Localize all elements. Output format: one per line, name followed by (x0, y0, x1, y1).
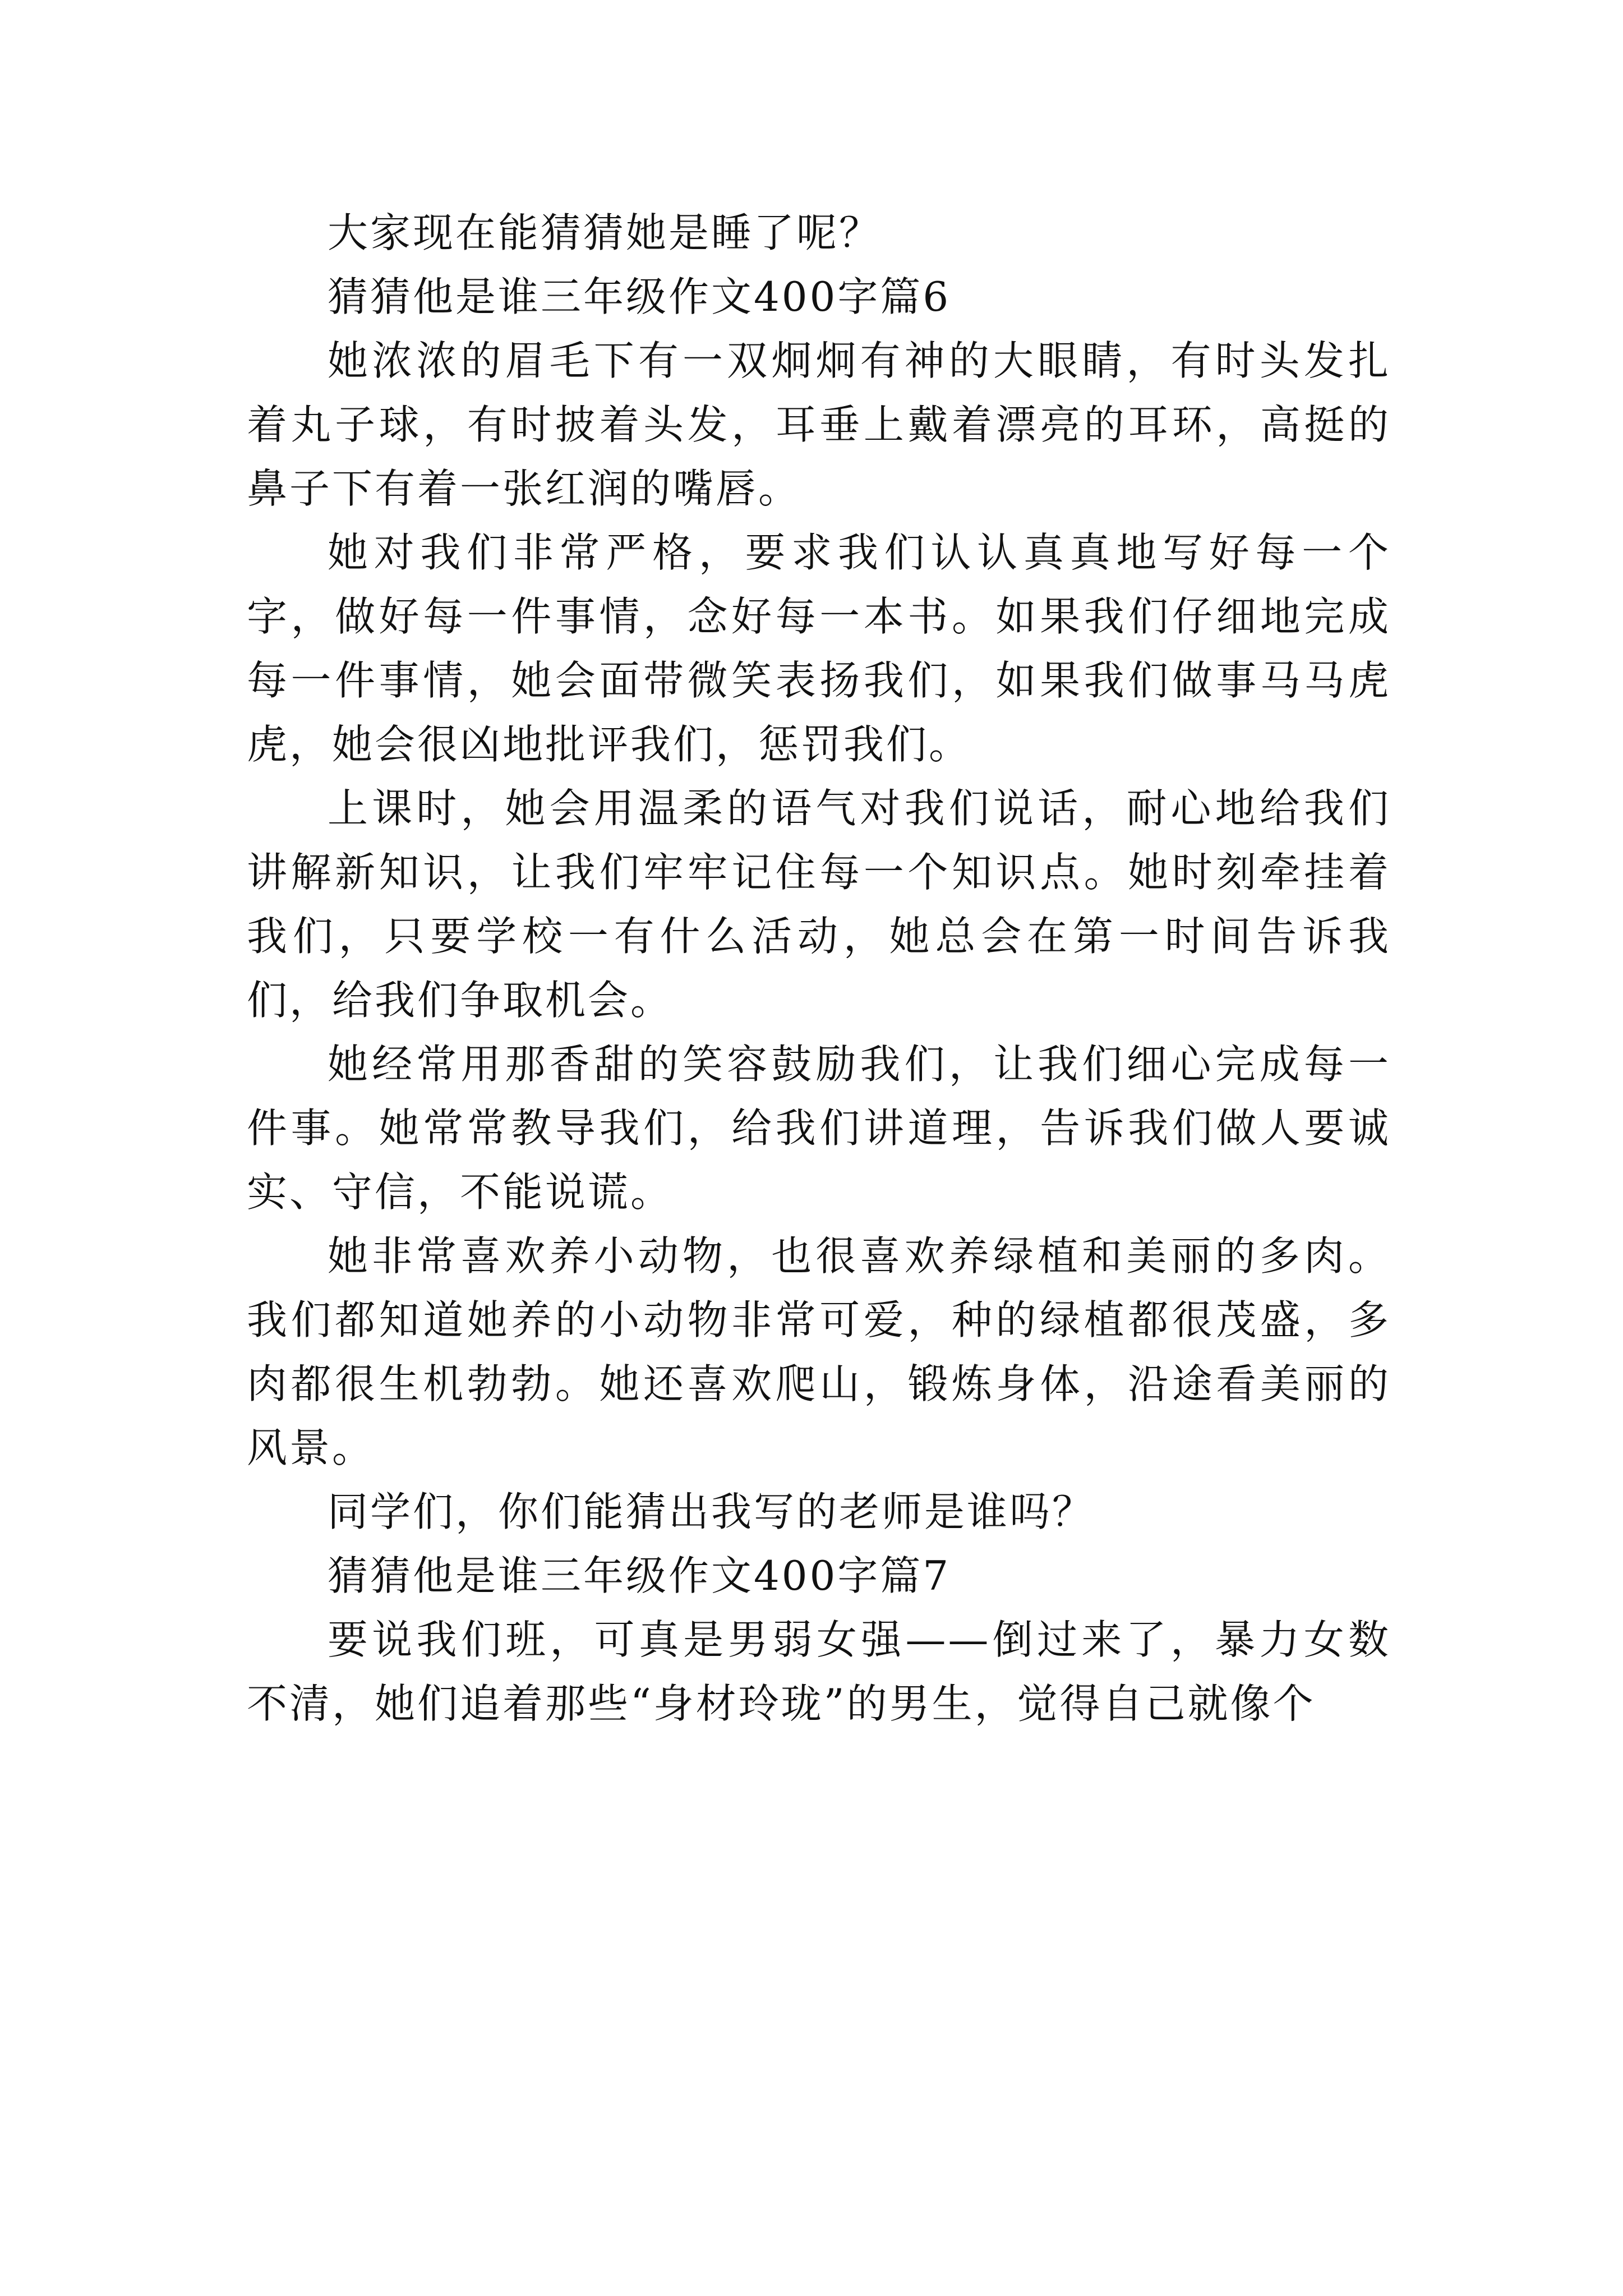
paragraph-class-intro: 要说我们班，可真是男弱女强——倒过来了，暴力女数不清，她们追着那些“身材玲珑”的男生，觉得自己就像个 (247, 1616, 1391, 1727)
section-heading-6: 猜猜他是谁三年级作文400字篇6 (328, 273, 951, 320)
paragraph-question-teacher: 同学们，你们能猜出我写的老师是谁吗？ (328, 1488, 1095, 1535)
paragraph-in-class: 上课时，她会用温柔的语气对我们说话，耐心地给我们讲解新知识，让我们牢牢记住每一个知识点。她时刻牵挂着我们，只要学校一有什么活动，她总会在第一时间告诉我们，给我们争取机会。 (247, 785, 1391, 1024)
section-heading-7: 猜猜他是谁三年级作文400字篇7 (328, 1552, 951, 1599)
paragraph-encourage: 她经常用那香甜的笑容鼓励我们，让我们细心完成每一件事。她常常教导我们，给我们讲道理，告诉我们做人要诚实、守信，不能说谎。 (247, 1041, 1391, 1216)
paragraph-question-sleep: 大家现在能猜猜她是睡了呢？ (328, 209, 882, 256)
paragraph-hobbies: 她非常喜欢养小动物，也很喜欢养绿植和美丽的多肉。我们都知道她养的小动物非常可爱，种的绿植都很茂盛，多肉都很生机勃勃。她还喜欢爬山，锻炼身体，沿途看美丽的风景。 (247, 1232, 1391, 1471)
article-body (247, 201, 1391, 1736)
paragraph-strict: 她对我们非常严格，要求我们认认真真地写好每一个字，做好每一件事情，念好每一本书。如果我们仔细地完成每一件事情，她会面带微笑表扬我们，如果我们做事马马虎虎，她会很凶地批评我们，惩罚我们。 (247, 529, 1391, 768)
paragraph-appearance: 她浓浓的眉毛下有一双炯炯有神的大眼睛，有时头发扎着丸子球，有时披着头发，耳垂上戴着漂亮的耳环，高挺的鼻子下有着一张红润的嘴唇。 (247, 337, 1391, 512)
